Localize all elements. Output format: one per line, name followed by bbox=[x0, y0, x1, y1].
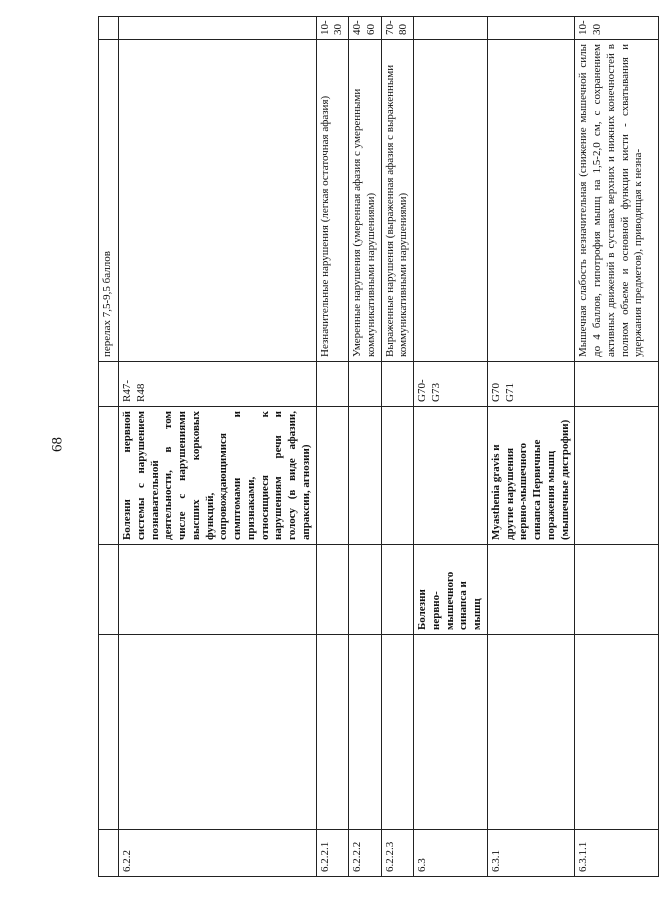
code-cell: G70 G71 bbox=[487, 362, 575, 407]
percent-cell: 10-30 bbox=[316, 17, 349, 40]
blank-cell bbox=[316, 635, 349, 830]
percent-cell bbox=[119, 17, 317, 40]
row-number-cell: 6.3.1.1 bbox=[575, 830, 659, 877]
group-cell bbox=[381, 545, 414, 635]
table-row bbox=[414, 17, 488, 877]
percent-cell: 40-60 bbox=[349, 17, 382, 40]
group-cell bbox=[349, 545, 382, 635]
blank-cell bbox=[99, 635, 119, 830]
nosology-cell bbox=[381, 407, 414, 545]
group-cell: Болезни нервно-мышечного синапса и мышц bbox=[414, 545, 488, 635]
nosology-cell bbox=[575, 407, 659, 545]
table-row bbox=[119, 17, 317, 877]
percent-cell: 10-30 bbox=[575, 17, 659, 40]
nosology-cell bbox=[349, 407, 382, 545]
page-number: 68 bbox=[49, 437, 66, 452]
code-cell: G70-G73 bbox=[414, 362, 488, 407]
row-number-cell: 6.2.2.2 bbox=[349, 830, 382, 877]
description-cell bbox=[414, 40, 488, 362]
percent-cell bbox=[99, 17, 119, 40]
description-cell: Незначительные нарушения (легкая остаточная афазия) bbox=[316, 40, 349, 362]
nosology-cell: Myasthenia gravis и другие нарушения нервно-мышечного синапса Первичные поражения мышц (мышечные дистрофии) bbox=[487, 407, 575, 545]
code-cell bbox=[381, 362, 414, 407]
group-cell bbox=[316, 545, 349, 635]
nosology-cell bbox=[99, 407, 119, 545]
table-row bbox=[575, 17, 659, 877]
percent-cell bbox=[487, 17, 575, 40]
row-number-cell: 6.2.2.3 bbox=[381, 830, 414, 877]
description-cell bbox=[487, 40, 575, 362]
group-cell bbox=[575, 545, 659, 635]
row-number-cell: 6.2.2 bbox=[119, 830, 317, 877]
table-row bbox=[381, 17, 414, 877]
blank-cell bbox=[575, 635, 659, 830]
code-cell bbox=[99, 362, 119, 407]
description-cell: Умеренные нарушения (умеренная афазия с умеренными коммуникативными нарушениями) bbox=[349, 40, 382, 362]
code-cell bbox=[316, 362, 349, 407]
row-number-cell bbox=[99, 830, 119, 877]
description-cell: Выраженные нарушения (выраженная афазия с выраженными коммуникативными нарушениями) bbox=[381, 40, 414, 362]
rotated-table-container bbox=[98, 17, 645, 877]
description-cell: Мышечная слабость незначительная (снижение мышечной силы до 4 баллов, гипотрофия мышц на 1,5-2,0 см, с сохранением активных движений в суставах верхних и нижних конечностей в полном объеме и основной функции кисти - схватывания и удержания предметов), приводящая к незна- bbox=[575, 40, 659, 362]
table-row bbox=[99, 17, 119, 877]
blank-cell bbox=[381, 635, 414, 830]
table-row bbox=[316, 17, 349, 877]
blank-cell bbox=[119, 635, 317, 830]
description-cell: перелах 7,5-9,5 баллов bbox=[99, 40, 119, 362]
row-number-cell: 6.2.2.1 bbox=[316, 830, 349, 877]
nosology-cell: Болезни нервной системы с нарушением познавательной деятельности, в том числе с нарушениями высших корковых функций, сопровождающимися симптомами и признаками, относящиеся к нарушениям речи и голосу (в виде афазии, апраксии, агнозии) bbox=[119, 407, 317, 545]
percent-cell: 70-80 bbox=[381, 17, 414, 40]
blank-cell bbox=[349, 635, 382, 830]
blank-cell bbox=[414, 635, 488, 830]
row-number-cell: 6.3.1 bbox=[487, 830, 575, 877]
table-row bbox=[349, 17, 382, 877]
table-row bbox=[487, 17, 575, 877]
nosology-cell bbox=[414, 407, 488, 545]
code-cell: R47-R48 bbox=[119, 362, 317, 407]
disability-criteria-table bbox=[98, 16, 659, 877]
group-cell bbox=[119, 545, 317, 635]
code-cell bbox=[575, 362, 659, 407]
code-cell bbox=[349, 362, 382, 407]
nosology-cell bbox=[316, 407, 349, 545]
row-number-cell: 6.3 bbox=[414, 830, 488, 877]
group-cell bbox=[487, 545, 575, 635]
percent-cell bbox=[414, 17, 488, 40]
blank-cell bbox=[487, 635, 575, 830]
description-cell bbox=[119, 40, 317, 362]
group-cell bbox=[99, 545, 119, 635]
